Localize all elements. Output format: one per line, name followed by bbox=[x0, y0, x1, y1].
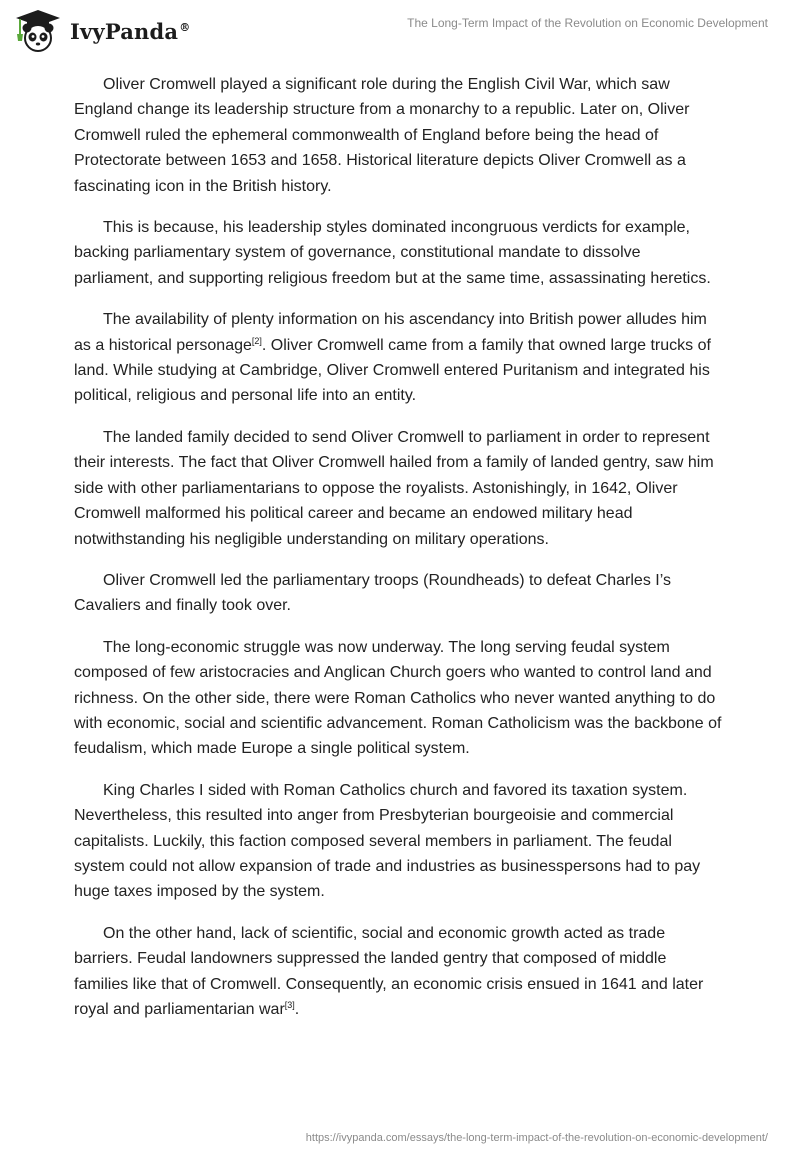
page-header bbox=[0, 0, 800, 60]
paragraph-3 bbox=[74, 307, 724, 409]
paragraph-8-text-a: On the other hand, lack of scientific, social and economic growth acted as trade barriers. Feudal landowners suppressed the landed gentry that composed of middle families like that of Cromwell. Consequently, an economic crisis ensued in 1641 and later royal and parliamentarian war bbox=[74, 924, 704, 1018]
paragraph-2: This is because, his leadership styles dominated incongruous verdicts for example, backing parliamentary system of governance, constitutional mandate to dissolve parliament, and supporting religious freedom but at the same time, assassinating heretics. bbox=[74, 219, 711, 287]
paragraph-8 bbox=[74, 921, 724, 1023]
essay-body bbox=[74, 72, 724, 1038]
document-title: The Long-Term Impact of the Revolution on Economic Development bbox=[407, 16, 768, 30]
citation-ref-2[interactable]: [2] bbox=[251, 335, 262, 346]
paragraph-7: King Charles I sided with Roman Catholics church and favored its taxation system. Nevertheless, this resulted into anger from Presbyterian bourgeoisie and commercial capitalists. Luckily, this faction composed several members in parliament. The feudal system could not allow expansion of trade and industries as businesspersons had to pay huge taxes imposed by the system. bbox=[74, 781, 701, 901]
panda-graduate-icon bbox=[12, 8, 64, 54]
source-url[interactable]: https://ivypanda.com/essays/the-long-term-impact-of-the-revolution-on-economic-development/ bbox=[305, 1132, 768, 1144]
registered-mark: ® bbox=[179, 20, 191, 34]
paragraph-1: Oliver Cromwell played a significant role during the English Civil War, which saw England change its leadership structure from a monarchy to a republic. Later on, Oliver Cromwell ruled the ephemeral commonwealth of England before being the head of Protectorate between 1653 and 1658. Historical literature depicts Oliver Cromwell as a fascinating icon in the British history. bbox=[74, 76, 690, 195]
paragraph-3-text-a: The availability of plenty information on his ascendancy into British power alludes him as a historical personage bbox=[74, 311, 707, 354]
brand-name-text: IvyPanda bbox=[70, 18, 179, 44]
brand-name bbox=[70, 19, 190, 44]
paragraph-3-text-b: . Oliver Cromwell came from a family that owned large trucks of land. While studying at Cambridge, Oliver Cromwell entered Puritanism and integrated his political, religious and personal life into an entity. bbox=[74, 336, 711, 405]
paragraph-8-text-b: . bbox=[294, 1001, 300, 1018]
citation-ref-3[interactable]: [3] bbox=[284, 1000, 295, 1010]
brand-logo[interactable] bbox=[12, 8, 190, 54]
paragraph-5: Oliver Cromwell led the parliamentary troops (Roundheads) to defeat Charles I’s Cavaliers and finally took over. bbox=[74, 571, 671, 615]
paragraph-4: The landed family decided to send Oliver Cromwell to parliament in order to represent their interests. The fact that Oliver Cromwell hailed from a family of landed gentry, saw him side with other parliamentarians to oppose the royalists. Astonishingly, in 1642, Oliver Cromwell malformed his political career and became an endowed military head notwithstanding his negligible understanding on military operations. bbox=[74, 428, 714, 548]
paragraph-6: The long-economic struggle was now underway. The long serving feudal system composed of few aristocracies and Anglican Church goers who wanted to control land and richness. On the other side, there were Roman Catholics who never wanted anything to do with economic, social and scientific advancement. Roman Catholicism was the backbone of feudalism, which made Europe a single political system. bbox=[74, 638, 722, 758]
